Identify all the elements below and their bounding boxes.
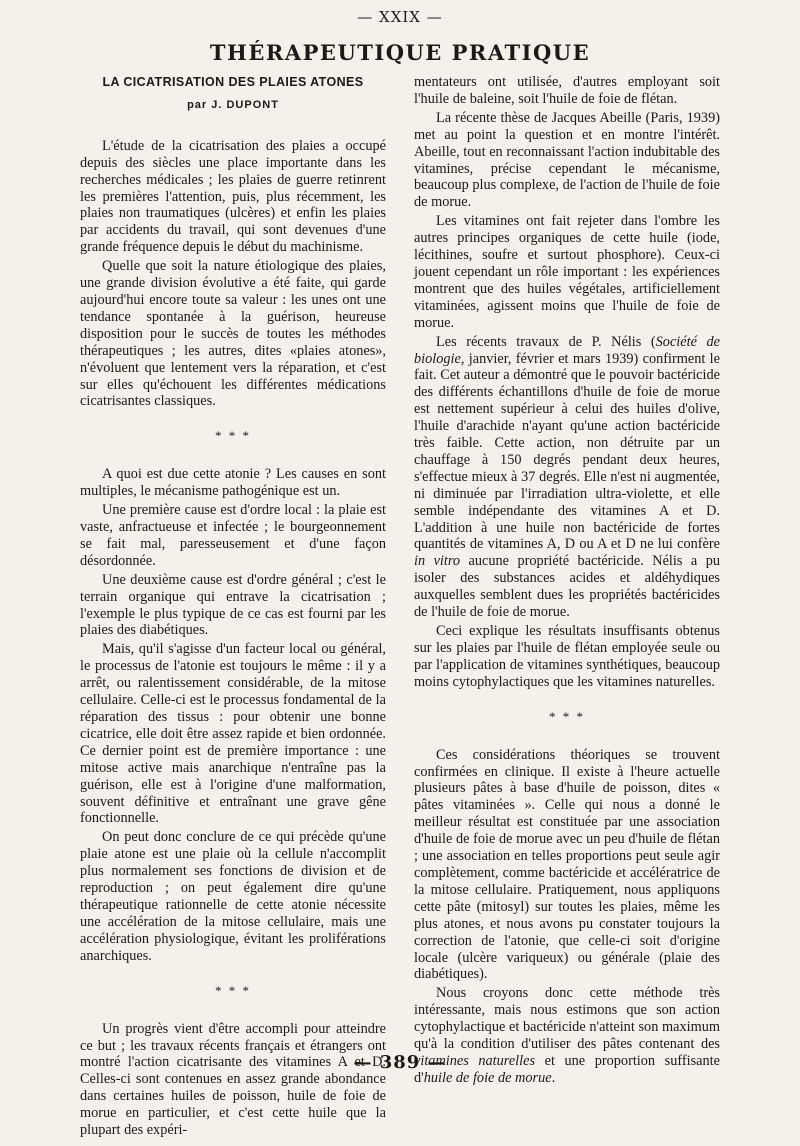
paragraph: Une première cause est d'ordre local : la plaie est vaste, anfractueuse et infectée ; le bourgeonnement se fait mal, paresseusement et d'une façon désordonnée. [80, 502, 386, 569]
text-run: . [551, 1069, 556, 1086]
text-run: aucune propriété bactéricide. Nélis a pu isoler des substances acides et aldéhydiques auxquelles semblent dues les propriétés bactéricides de l'huile de foie de morue. [414, 553, 720, 621]
paragraph: Ceci explique les résultats insuffisants obtenus sur les plaies par l'huile de flétan employée seule ou par l'application de vitamines synthétiques, beaucoup moins cytophylactiques que les vitamines naturelles. [414, 623, 720, 690]
text-run: et une proportion suffisante d' [414, 1052, 720, 1086]
paragraph: Les vitamines ont fait rejeter dans l'ombre les autres principes organiques de cette huile (iode, lécithines, soufre et surtout phosphore). Ceux-ci jouent cependant un rôle important : les expériences montrent que des huiles végétales, artificiellement vitaminées, agissent moins que l'huile de foie de morue. [414, 213, 720, 331]
text-run: Les récents travaux de P. Nélis ( [436, 333, 656, 350]
page-number: — 389 — [353, 1052, 447, 1073]
paragraph: Une deuxième cause est d'ordre général ; c'est le terrain organique qui entrave la cicatrisation ; l'exemple le plus typique de ce cas est fourni par les plaies des diabétiques. [80, 571, 386, 639]
paragraph: mentateurs ont utilisée, d'autres employant soit l'huile de baleine, soit l'huile de foie de flétan. [414, 74, 720, 107]
paragraph [414, 334, 720, 621]
page-number-roman: — XXIX — [357, 8, 443, 26]
paragraph: Mais, qu'il s'agisse d'un facteur local ou général, le processus de l'atonie est toujours le même : il y a arrêt, ou ralentissement considérable, de la mitose cellulaire. Celle-ci est le processus fondamental de la réparation des tissus : pour obtenir une bonne cicatrice, elle doit être assez rapide et bien ordonnée. Ce dernier point est de première importance : une mitose active mais anarchique n'entraîne pas la guérison, elle est à l'origine d'une malformation, souvent définitive et entraînant une grave gêne fonctionnelle. [80, 641, 386, 827]
emphasis: huile de foie de morue [423, 1069, 552, 1086]
paragraph: On peut donc conclure de ce qui précède qu'une plaie atone est une plaie où la cellule n'accomplit plus normalement ses fonctions de division et de reproduction ; on peut également dire qu'une thérapeutique rationnelle de cette atonie nécessite une accélération de la mitose cellulaire, mais une accélération physiologique, évitant les proliférations anarchiques. [80, 829, 386, 964]
text-run: Nous croyons donc cette méthode très intéressante, mais nous estimons que son action cytophylactique et bactéricide n'atteint son maximum qu'à la condition d'utiliser des pâtes contenant des [414, 985, 720, 1053]
paragraph: A quoi est due cette atonie ? Les causes en sont multiples, le mécanisme pathogénique est un. [80, 466, 386, 500]
journal-title: Société de biologie [414, 333, 720, 367]
section-separator: * * * [549, 708, 585, 724]
section-separator: * * * [215, 428, 251, 444]
left-column [80, 74, 386, 1139]
latin-term: in vitro [414, 553, 461, 570]
text-run: , janvier, février et mars 1939) confirment le fait. Cet auteur a démontré que le pouvoir bactéricide des différents échantillons d'huile de foie de morue est nettement supérieur à celui des huiles d'olive, l'huile d'arachide n'ayant qu'une action bactéricide très faible. Cette action, non détruite par un chauffage à 150 degrés pendant deux heures, s'effectue mieux à 37 degrés. Elle n'est ni augmentée, ni diminuée par l'irradiation ultra-violette, et elle semble indépendante des vitamines A et D. L'addition à une huile non bactéricide de fortes quantités de vitamines A, D ou A et D ne lui confère [414, 350, 720, 553]
article-byline: par J. DUPONT [187, 98, 279, 111]
emphasis: vitamines naturelles [414, 1052, 536, 1069]
paragraph: Un progrès vient d'être accompli pour atteindre ce but ; les travaux récents français et étrangers ont montré l'action cicatrisante des vitamines A et D. Celles-ci sont contenues en assez grande abondance dans certaines huiles de poisson, huile de foie de morue en particulier, et c'est cette huile que la plupart des expéri- [80, 1020, 386, 1139]
paragraph: Ces considérations théoriques se trouvent confirmées en clinique. Il existe à l'heure actuelle plusieurs pâtes à base d'huile de poisson, dites « pâtes vitaminées ». Celle qui nous a donné le meilleur résultat est constituée par une association d'huile de foie de morue avec un peu d'huile de flétan ; une association en telles proportions peut seule agir complètement, comme bactéricide et accélératrice de la mitose cellulaire. Pratiquement, nous appliquons cette pâte (mitosyl) sur toutes les plaies, même les plus atones, et nous avons pu constater toujours la correction de l'atonie, que celle-ci soit d'origine locale (ulcère variqueux) ou générale (plaie des diabétiques). [414, 746, 720, 983]
article-title: LA CICATRISATION DES PLAIES ATONES [102, 75, 364, 89]
section-separator: * * * [215, 982, 251, 998]
right-column [414, 74, 720, 1087]
section-title: THÉRAPEUTIQUE PRATIQUE [209, 40, 591, 65]
paragraph: Quelle que soit la nature étiologique des plaies, une grande division évolutive a été faite, qui garde aujourd'hui encore toute sa valeur : les unes ont une tendance spontanée à la guérison, heureuse disposition pour le succès de toutes les méthodes thérapeutiques ; les autres, dites «plaies atones», n'évoluent que lentement vers la réparation, et c'est sur elles qu'échouent les différentes médications cicatrisantes classiques. [80, 258, 386, 410]
paragraph: L'étude de la cicatrisation des plaies a occupé depuis des siècles une place importante dans les recherches médicales ; les plaies de guerre retinrent les premières l'attention, puis, plus récemment, les plaies non traumatiques (ulcères) et enfin les plaies par accidents du travail, qui sont devenues d'une grande fréquence depuis le début du machinisme. [80, 137, 386, 256]
paragraph: La récente thèse de Jacques Abeille (Paris, 1939) met au point la question et en montre l'intérêt. Abeille, tout en reconnaissant l'action indubitable des vitamines, précise cependant le mécanisme, beaucoup plus complexe, de l'action de l'huile de foie de morue. [414, 109, 720, 211]
